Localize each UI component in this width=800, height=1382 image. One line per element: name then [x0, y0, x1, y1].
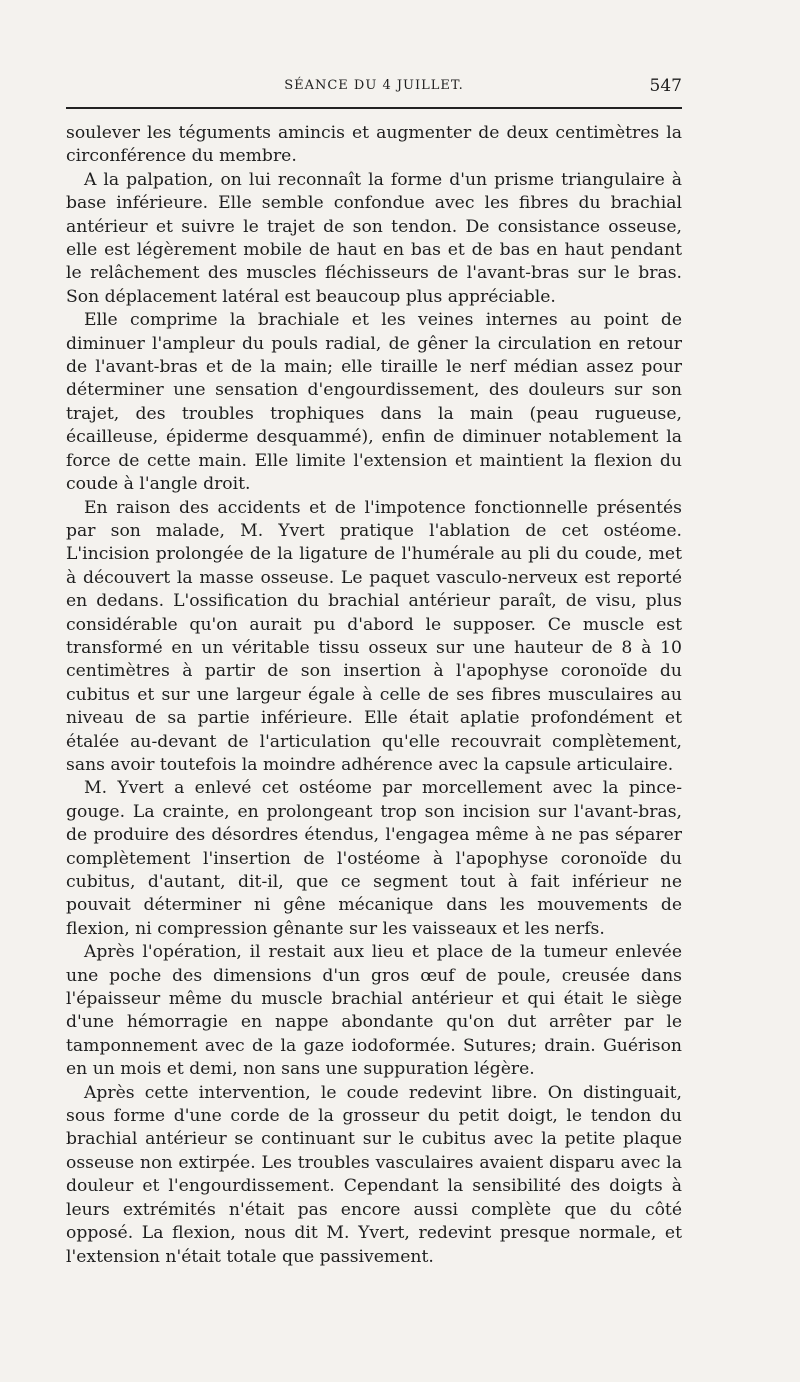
paragraph-continued: soulever les téguments amincis et augmenter de deux centimètres la circonférence du membre.	[66, 123, 682, 167]
paragraph-ablation: En raison des accidents et de l'impotence fonctionnelle présentés par son malade, M. Yvert pratique l'ablation de cet ostéome. L'incision prolongée de la ligature de l'humérale au pli du coude, met à découvert la masse osseuse. Le paquet vasculo-nerveux est reporté en dedans. L'ossification du brachial antérieur paraît, de visu, plus considérable qu'on aurait pu d'abord le supposer. Ce muscle est transformé en un véritable tissu osseux sur une hauteur de 8 à 10 centimètres à partir de son insertion à l'apophyse coronoïde du cubitus et sur une largeur égale à celle de ses fibres musculaires au niveau de sa partie inférieure. Elle était aplatie profondément et étalée au-devant de l'articulation qu'elle recouvrait complètement, sans avoir toutefois la moindre adhérence avec la capsule articulaire.	[66, 497, 682, 775]
paragraph-compression: Elle comprime la brachiale et les veines internes au point de diminuer l'ampleur du pouls radial, de gêner la circulation en retour de l'avant-bras et de la main; elle tiraille le nerf médian assez pour déterminer une sensation d'engourdissement, des douleurs sur son trajet, des troubles trophiques dans la main (peau rugueuse, écailleuse, épiderme desquammé), enfin de diminuer notablement la force de cette main. Elle limite l'extension et maintient la flexion du coude à l'angle droit.	[66, 310, 682, 495]
running-title: SÉANCE DU 4 JUILLET.	[284, 78, 464, 93]
paragraph-post-operation: Après l'opération, il restait aux lieu et place de la tumeur enlevée une poche des dimensions d'un gros œuf de poule, creusée dans l'épaisseur même du muscle brachial antérieur et qui était le siège d'une hémorragie en nappe abondante qu'on dut arrêter par le tamponnement avec de la gaze iodoformée. Sutures; drain. Guérison en un mois et demi, non sans une suppuration légère.	[66, 942, 682, 1080]
page-header	[66, 74, 682, 100]
body-text	[66, 122, 682, 1269]
header-rule	[66, 107, 682, 109]
paragraph-outcome: Après cette intervention, le coude redevint libre. On distinguait, sous forme d'une corde de la grosseur du petit doigt, le tendon du brachial antérieur se continuant sur le cubitus avec la petite plaque osseuse non extirpée. Les troubles vasculaires avaient disparu avec la douleur et l'engourdissement. Cependant la sensibilité des doigts à leurs extrémités n'était pas encore aussi complète que du côté opposé. La flexion, nous dit M. Yvert, redevint presque normale, et l'extension n'était totale que passivement.	[66, 1082, 682, 1267]
page-number: 547	[649, 76, 682, 96]
paragraph-morcellement: M. Yvert a enlevé cet ostéome par morcellement avec la pince-gouge. La crainte, en prolongeant trop son incision sur l'avant-bras, de produire des désordres étendus, l'engagea même à ne pas séparer complètement l'insertion de l'ostéome à l'apophyse coronoïde du cubitus, d'autant, dit-il, que ce segment tout à fait inférieur ne pouvait déterminer ni gêne mécanique dans les mouvements de flexion, ni compression gênante sur les vaisseaux et les nerfs.	[66, 778, 682, 939]
paragraph-palpation: A la palpation, on lui reconnaît la forme d'un prisme triangulaire à base inférieure. Elle semble confondue avec les fibres du brachial antérieur et suivre le trajet de son tendon. De consistance osseuse, elle est légèrement mobile de haut en bas et de bas en haut pendant le relâchement des muscles fléchisseurs de l'avant-bras sur le bras. Son déplacement latéral est beaucoup plus appréciable.	[66, 169, 682, 307]
